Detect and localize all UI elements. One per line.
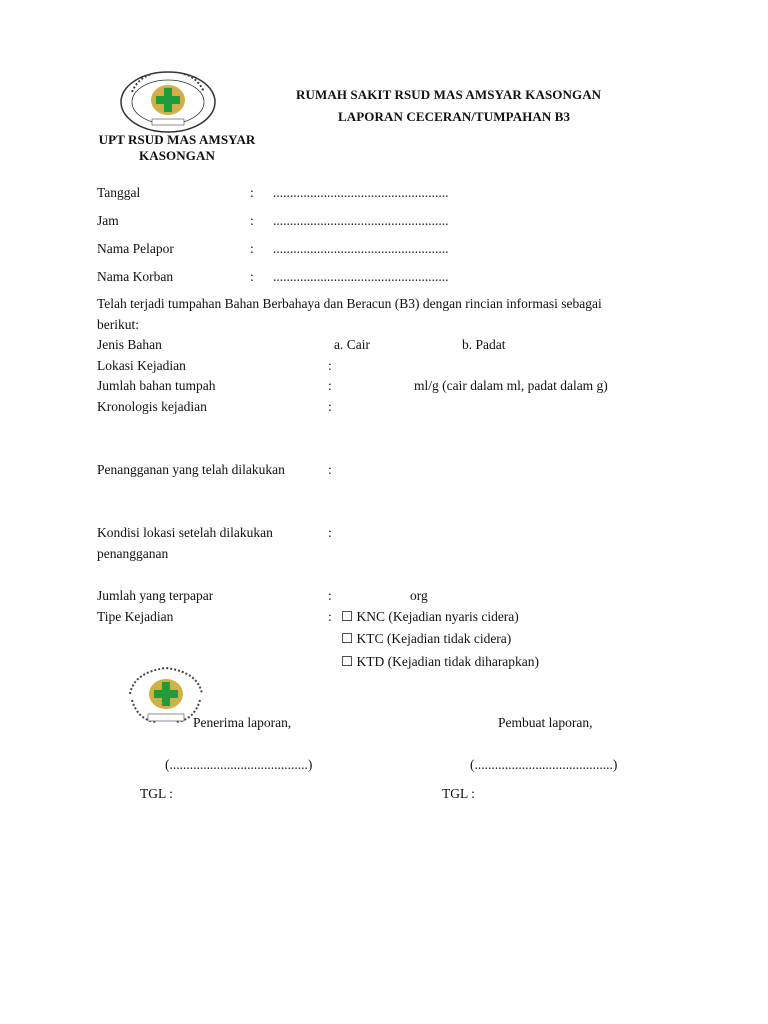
jumlah-bahan-colon: : [328, 378, 332, 393]
checkbox-icon[interactable]: ☐ [341, 609, 354, 624]
field-nama-pelapor-value: .................................................... [273, 241, 449, 256]
kronologis-label: Kronologis kejadian [97, 399, 207, 414]
jenis-bahan-option-b: b. Padat [462, 337, 506, 352]
org-name [92, 132, 262, 164]
kronologis-colon: : [328, 399, 332, 414]
jenis-bahan-label: Jenis Bahan [97, 337, 162, 352]
field-nama-korban-value: .................................................... [273, 269, 449, 284]
field-tanggal-label: Tanggal [97, 185, 141, 200]
penanggulangan-label: Penangganan yang telah dilakukan [97, 462, 285, 477]
tipe-kejadian-label: Tipe Kejadian [97, 609, 174, 624]
field-tanggal-colon: : [250, 185, 254, 200]
org-name-line1: UPT RSUD MAS AMSYAR [98, 132, 256, 147]
tipe-option-knc-text: KNC (Kejadian nyaris cidera) [356, 609, 519, 624]
field-jam-label: Jam [97, 213, 119, 228]
field-jam-value: .................................................... [273, 213, 449, 228]
checkbox-icon[interactable]: ☐ [341, 631, 354, 646]
signature-right-title: Pembuat laporan, [498, 715, 593, 730]
checkbox-icon[interactable]: ☐ [341, 654, 354, 669]
jumlah-bahan-unit: ml/g (cair dalam ml, padat dalam g) [414, 378, 608, 393]
field-jam-colon: : [250, 213, 254, 228]
signature-right-date: TGL : [442, 786, 475, 801]
jumlah-terpapar-unit: org [410, 588, 428, 603]
tipe-option-ktc-text: KTC (Kejadian tidak cidera) [356, 631, 512, 646]
jumlah-terpapar-label: Jumlah yang terpapar [97, 588, 214, 603]
document-title: RUMAH SAKIT RSUD MAS AMSYAR KASONGAN [296, 87, 602, 102]
intro-line1: Telah terjadi tumpahan Bahan Berbahaya dan Beracun (B3) dengan rincian informasi sebagai [97, 296, 602, 311]
intro-line2: berikut: [97, 317, 139, 332]
penanggulangan-colon: : [328, 462, 332, 477]
kondisi-label-line1: Kondisi lokasi setelah dilakukan [97, 525, 273, 540]
field-nama-pelapor-label: Nama Pelapor [97, 241, 174, 256]
jumlah-terpapar-colon: : [328, 588, 332, 603]
signature-left-date: TGL : [140, 786, 173, 801]
kondisi-colon: : [328, 525, 332, 540]
tipe-option-ktd [341, 654, 539, 670]
signature-right-name: (.........................................) [470, 757, 618, 772]
document-subtitle: LAPORAN CECERAN/TUMPAHAN B3 [338, 109, 571, 124]
lokasi-colon: : [328, 358, 332, 373]
signature-left-title: Penerima laporan, [193, 715, 292, 730]
field-nama-pelapor-colon: : [250, 241, 254, 256]
tipe-option-ktd-text: KTD (Kejadian tidak diharapkan) [356, 654, 540, 669]
jenis-bahan-option-a: a. Cair [334, 337, 370, 352]
lokasi-label: Lokasi Kejadian [97, 358, 186, 373]
tipe-option-ktc [341, 631, 511, 647]
tipe-kejadian-colon: : [328, 609, 332, 624]
field-nama-korban-colon: : [250, 269, 254, 284]
hospital-logo-top [118, 70, 218, 134]
tipe-option-knc [341, 609, 519, 625]
kondisi-label-line2: penangganan [97, 546, 169, 561]
signature-left-name: (.........................................) [165, 757, 313, 772]
field-tanggal-value: .................................................... [273, 185, 449, 200]
jumlah-bahan-label: Jumlah bahan tumpah [97, 378, 216, 393]
field-nama-korban-label: Nama Korban [97, 269, 174, 284]
org-name-line2: KASONGAN [139, 148, 215, 163]
